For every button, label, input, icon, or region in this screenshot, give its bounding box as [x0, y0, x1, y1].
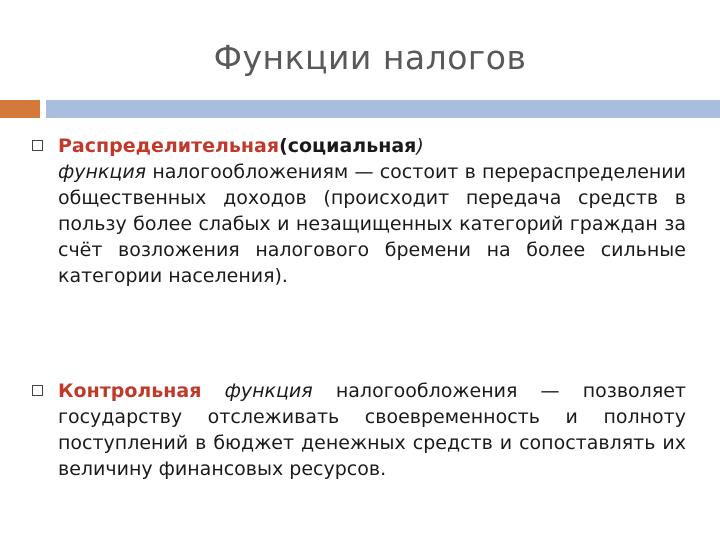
bullet-square-icon: [32, 140, 43, 151]
term-social: (социальная: [279, 135, 417, 157]
term-distributive: Распределительная: [58, 135, 280, 157]
bullet-text: [58, 133, 686, 289]
bullet-description: налогообложениям — состоит в перераспределении общественных доходов (происходит передача средств в пользу более слабых и незащищенных категорий граждан за счёт возложения налогового бремени на более сильные категории населения).: [58, 161, 686, 287]
bullet-text: [58, 378, 686, 482]
term-control: Контрольная: [58, 380, 202, 402]
function-word: функция: [201, 380, 313, 402]
function-word: функция: [58, 161, 147, 183]
slide-title: Функции налогов: [213, 38, 527, 77]
bullet-square-icon: [32, 385, 43, 396]
bullet-description: налогообложения — позволяет государству отслеживать своевременность и полноту поступлений в бюджет денежных средств и сопоставлять их величину финансовых ресурсов.: [58, 380, 687, 480]
term-close: ): [416, 135, 424, 157]
